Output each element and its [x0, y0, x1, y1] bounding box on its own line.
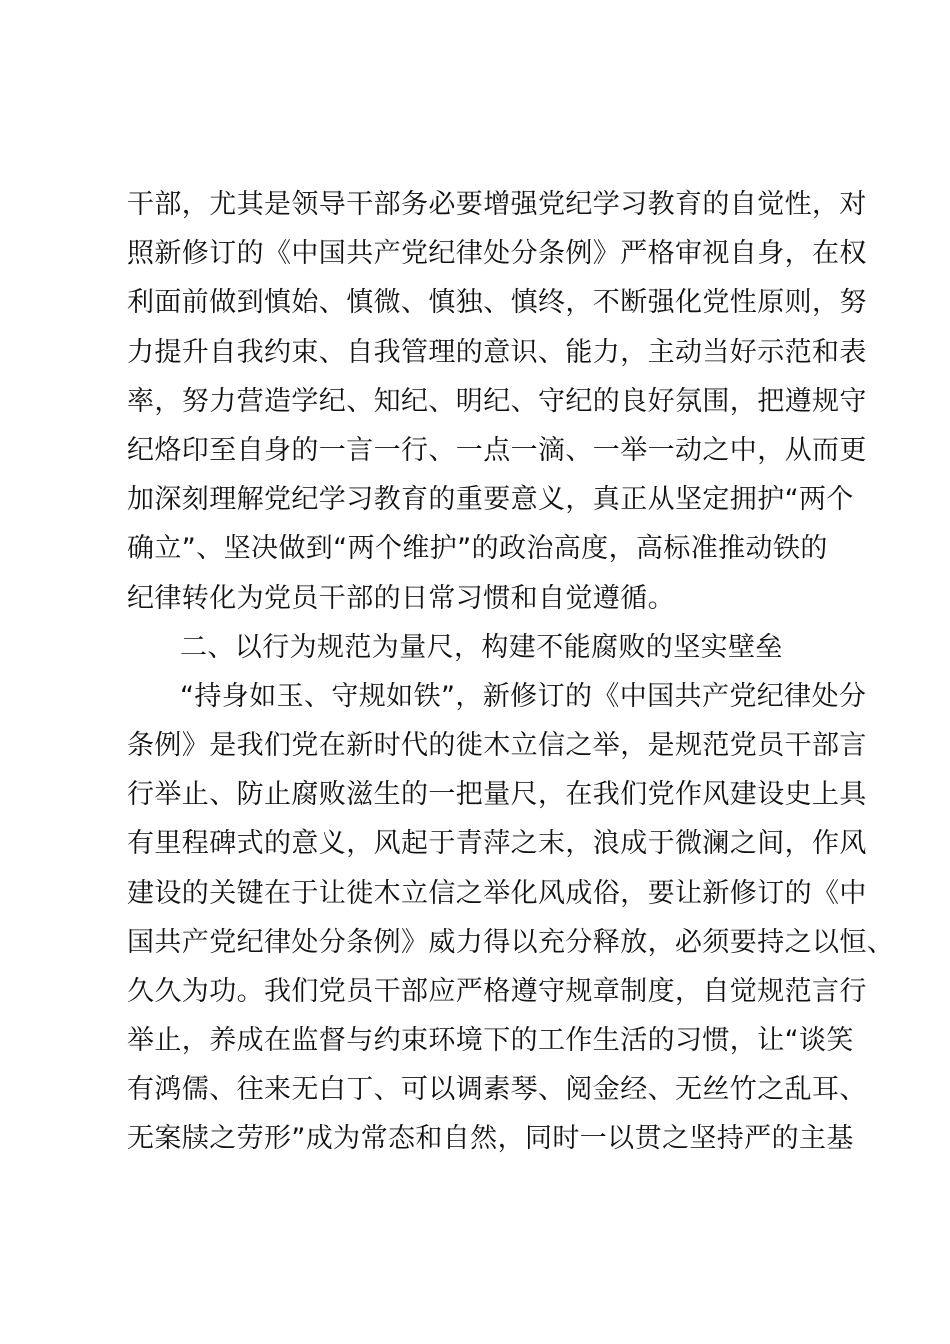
text-line-17: 久久为功。我们党员干部应严格遵守规章制度，自觉规范言行 — [127, 976, 867, 1007]
text-line-3: 利面前做到慎始、慎微、慎独、慎终，不断强化党性原则，努 — [127, 287, 867, 318]
section-heading: 二、以行为规范为量尺，构建不能腐败的坚实壁垒 — [180, 632, 783, 663]
text-line-9: 纪律转化为党员干部的日常习惯和自觉遵循。 — [127, 583, 675, 614]
text-line-6: 纪烙印至自身的一言一行、一点一滴、一举一动之中，从而更 — [127, 435, 867, 466]
text-line-11: “持身如玉、守规如铁”，新修订的《中国共产党纪律处分 — [180, 681, 867, 712]
text-line-19: 有鸿儒、往来无白丁、可以调素琴、阅金经、无丝竹之乱耳、 — [127, 1074, 867, 1105]
text-line-7: 加深刻理解党纪学习教育的重要意义，真正从坚定拥护“两个 — [127, 484, 854, 515]
text-line-20: 无案牍之劳形”成为常态和自然，同时一以贯之坚持严的主基 — [127, 1123, 854, 1154]
text-line-14: 有里程碑式的意义，风起于青萍之末，浪成于微澜之间，作风 — [127, 828, 867, 859]
text-line-16: 国共产党纪律处分条例》威力得以充分释放，必须要持之以恒、 — [127, 927, 895, 958]
text-line-8: 确立”、坚决做到“两个维护”的政治高度，高标准推动铁的 — [127, 533, 828, 564]
text-line-2: 照新修订的《中国共产党纪律处分条例》严格审视自身，在权 — [127, 238, 867, 269]
text-line-15: 建设的关键在于让徙木立信之举化风成俗，要让新修订的《中 — [127, 878, 867, 909]
text-line-18: 举止，养成在监督与约束环境下的工作生活的习惯，让“谈笑 — [127, 1025, 854, 1056]
text-line-1: 干部，尤其是领导干部务必要增强党纪学习教育的自觉性，对 — [127, 189, 867, 220]
text-line-12: 条例》是我们党在新时代的徙木立信之举，是规范党员干部言 — [127, 730, 867, 761]
text-line-13: 行举止、防止腐败滋生的一把量尺，在我们党作风建设史上具 — [127, 779, 867, 810]
text-line-4: 力提升自我约束、自我管理的意识、能力，主动当好示范和表 — [127, 337, 867, 368]
text-line-5: 率，努力营造学纪、知纪、明纪、守纪的良好氛围，把遵规守 — [127, 386, 867, 417]
